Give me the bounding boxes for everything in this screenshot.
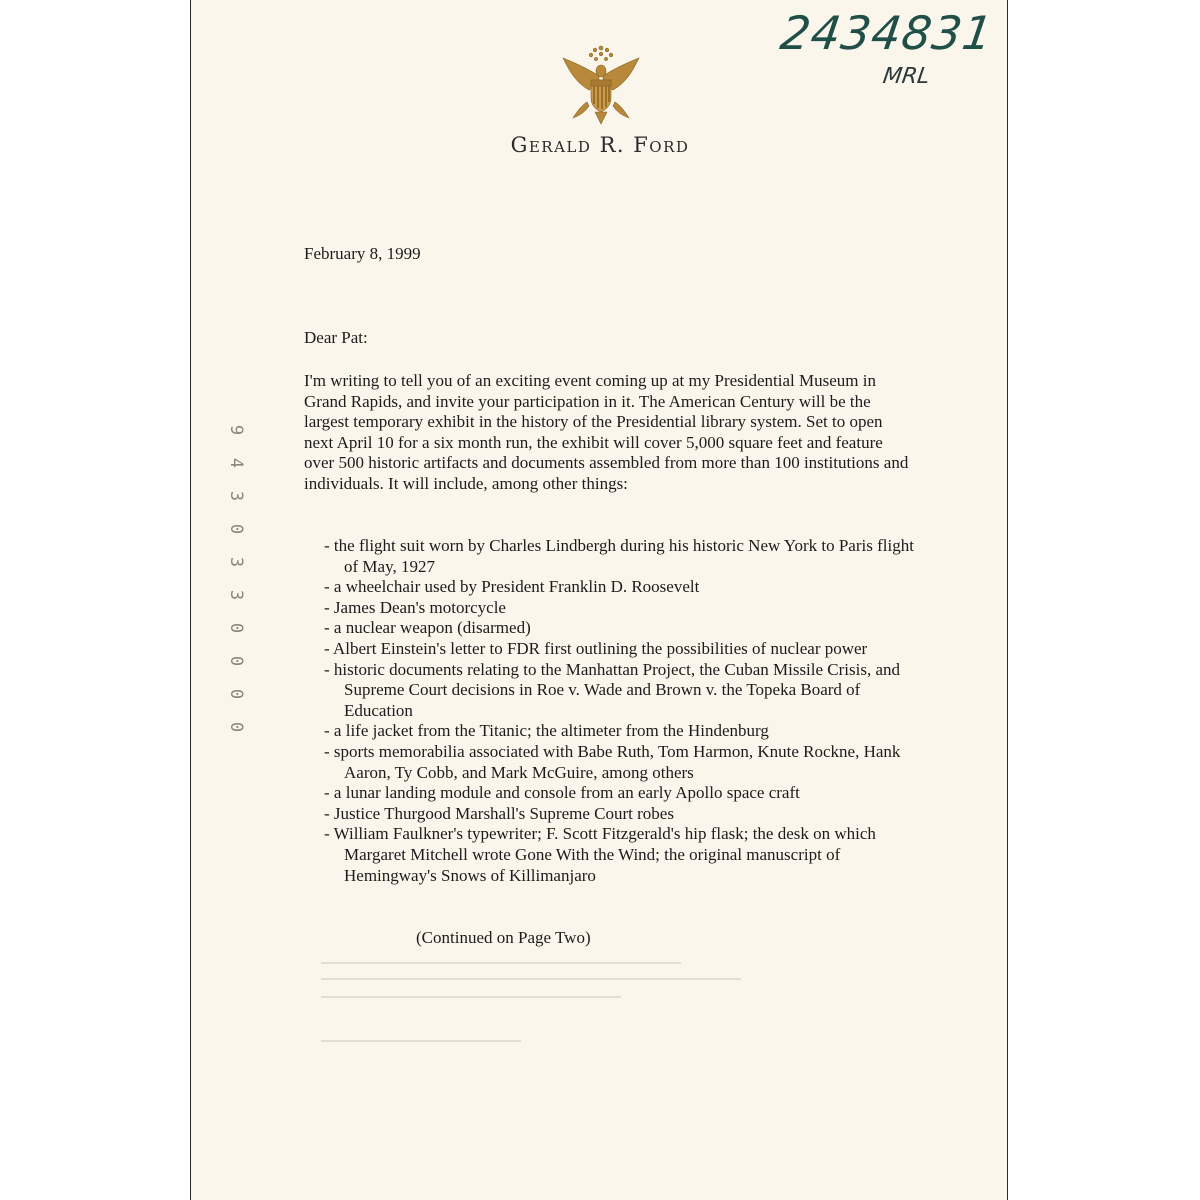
show-through-line	[321, 962, 681, 964]
serial-digit: 3	[226, 589, 246, 601]
letter-page	[190, 0, 1008, 1200]
show-through-line	[321, 996, 621, 998]
list-item: - a lunar landing module and console from an early Apollo space craft	[324, 783, 924, 804]
list-item: - William Faulkner's typewriter; F. Scott Fitzgerald's hip flask; the desk on which Margaret Mitchell wrote Gone With the Wind; the original manuscript of Hemingway's Snows of Killimanjaro	[324, 824, 924, 886]
handwritten-initials: MRL	[881, 64, 932, 89]
serial-digit: 4	[226, 457, 246, 469]
letterhead-name: Gerald R. Ford	[510, 133, 690, 157]
body-paragraph: I'm writing to tell you of an exciting event coming up at my Presidential Museum in Grand Rapids, and invite your participation in it. The American Century will be the largest temporary exhibit in the history of the Presidential library system. Set to open next April 10 for a six month run, the exhibit will cover 5,000 square feet and feature over 500 historic artifacts and documents assembled from more than 100 institutions and individuals. It will include, among other things:	[304, 371, 909, 493]
show-through-line	[321, 978, 741, 980]
presidential-eagle-seal-icon	[559, 40, 643, 128]
show-through-line	[321, 1040, 521, 1042]
serial-digit: 0	[226, 523, 246, 535]
handwritten-catalog-number: 2434831	[777, 6, 997, 60]
serial-digit: 9	[226, 424, 246, 436]
letter-date: February 8, 1999	[304, 244, 421, 263]
list-item: - a nuclear weapon (disarmed)	[324, 618, 924, 639]
serial-digit: 0	[226, 688, 246, 700]
serial-number-stamp	[225, 420, 247, 780]
list-item: - historic documents relating to the Manhattan Project, the Cuban Missile Crisis, and Supreme Court decisions in Roe v. Wade and Brown v. the Topeka Board of Education	[324, 660, 924, 722]
exhibit-item-list	[324, 536, 924, 886]
serial-digit: 0	[226, 721, 246, 733]
list-item: - James Dean's motorcycle	[324, 598, 924, 619]
list-item: - a life jacket from the Titanic; the altimeter from the Hindenburg	[324, 721, 924, 742]
list-item: - Albert Einstein's letter to FDR first outlining the possibilities of nuclear power	[324, 639, 924, 660]
serial-digit: 3	[226, 490, 246, 502]
salutation: Dear Pat:	[304, 328, 368, 347]
continued-note: (Continued on Page Two)	[416, 928, 591, 947]
serial-digit: 3	[226, 556, 246, 568]
list-item: - the flight suit worn by Charles Lindbergh during his historic New York to Paris flight of May, 1927	[324, 536, 924, 577]
serial-digit: 0	[226, 655, 246, 667]
list-item: - Justice Thurgood Marshall's Supreme Court robes	[324, 804, 924, 825]
serial-digit: 0	[226, 622, 246, 634]
list-item: - sports memorabilia associated with Babe Ruth, Tom Harmon, Knute Rockne, Hank Aaron, Ty Cobb, and Mark McGuire, among others	[324, 742, 924, 783]
list-item: - a wheelchair used by President Franklin D. Roosevelt	[324, 577, 924, 598]
